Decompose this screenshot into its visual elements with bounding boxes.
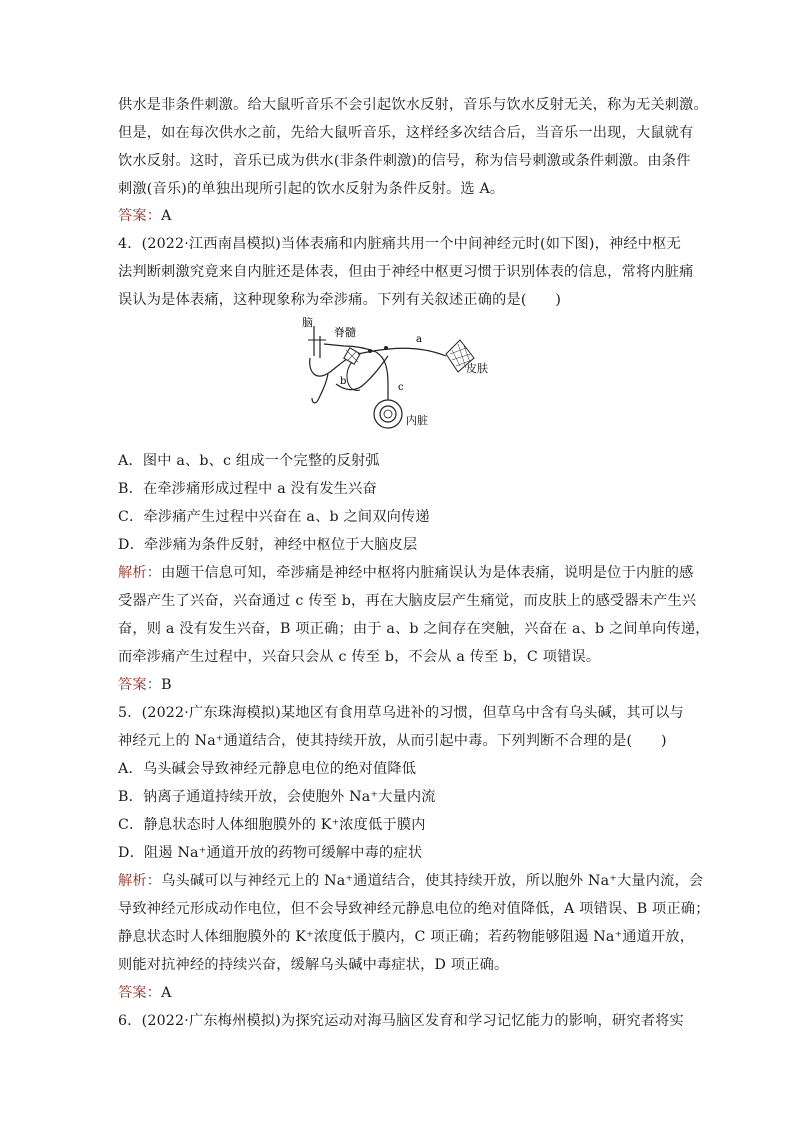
reflex-arc-figure — [296, 314, 506, 434]
q4-option: B．在牵涉痛形成过程中 a 没有发生兴奋 — [118, 481, 377, 497]
q4-analysis-line: 而牵涉痛产生过程中，兴奋只会从 c 传至 b，不会从 a 传至 b，C 项错误。 — [118, 649, 601, 665]
label-b: b — [340, 376, 347, 387]
label-a: a — [416, 334, 422, 345]
q5-analysis-line: 则能对抗神经的持续兴奋，缓解乌头碱中毒症状，D 项正确。 — [118, 957, 509, 973]
q3-answer-line — [118, 206, 688, 226]
q5-analysis-line: 静息状态时人体细胞膜外的 K⁺浓度低于膜内，C 项正确；若药物能够阻遏 Na⁺通道开放， — [118, 929, 695, 945]
label-viscera: 内脏 — [406, 414, 428, 427]
q5-stem-line: 5．(2022·广东珠海模拟)某地区有食用草乌进补的习惯，但草乌中含有乌头碱，其可以与 — [118, 705, 684, 721]
q6-stem-line: 6．(2022·广东梅州模拟)为探究运动对海马脑区发育和学习记忆能力的影响，研究者将实 — [118, 1013, 684, 1029]
answer-label: 答案： — [118, 985, 162, 1001]
q5-analysis-line: 导致神经元形成动作电位，但不会导致神经元静息电位的绝对值降低，A 项错误、B 项正确； — [118, 901, 710, 917]
q5-option: D．阻遏 Na⁺通道开放的药物可缓解中毒的症状 — [118, 845, 423, 861]
analysis-text: 乌头碱可以与神经元上的 Na⁺通道结合，使其持续开放，所以胞外 Na⁺大量内流，会 — [161, 873, 704, 889]
paragraph-line: 刺激(音乐)的单独出现所引起的饮水反射为条件反射。选 A。 — [118, 181, 505, 197]
q4-answer-line — [118, 675, 688, 695]
answer-label: 答案： — [118, 208, 162, 224]
q4-option: C．牵涉痛产生过程中兴奋在 a、b 之间双向传递 — [118, 509, 430, 525]
q5-option: B．钠离子通道持续开放，会使胞外 Na⁺大量内流 — [118, 789, 436, 805]
q4-stem-line: 4．(2022·江西南昌模拟)当体表痛和内脏痛共用一个中间神经元时(如下图)，神经中枢无 — [118, 236, 681, 252]
label-brain: 脑 — [302, 316, 313, 329]
paragraph-line: 饮水反射。这时，音乐已成为供水(非条件刺激)的信号，称为信号刺激或条件刺激。由条件 — [118, 153, 691, 169]
paragraph-line: 但是，如在每次供水之前，先给大鼠听音乐，这样经多次结合后，当音乐一出现，大鼠就有 — [118, 125, 694, 141]
q4-option: D．牵涉痛为条件反射，神经中枢位于大脑皮层 — [118, 537, 418, 553]
q4-option: A．图中 a、b、c 组成一个完整的反射弧 — [118, 453, 380, 469]
answer-value: B — [161, 677, 172, 693]
label-c: c — [398, 382, 404, 393]
analysis-text: 由题干信息可知，牵涉痛是神经中枢将内脏痛误认为是体表痛，说明是位于内脏的感 — [161, 565, 694, 581]
q5-stem-line: 神经元上的 Na⁺通道结合，使其持续开放，从而引起中毒。下列判断不合理的是( ) — [118, 733, 667, 749]
analysis-label: 解析： — [118, 565, 162, 581]
q4-analysis-line: 奋，则 a 没有发生兴奋，B 项正确；由于 a、b 之间存在突触，兴奋在 a、b 之间单向传递， — [118, 621, 710, 637]
q5-answer-line — [118, 983, 688, 1003]
answer-label: 答案： — [118, 677, 162, 693]
paragraph-line: 供水是非条件刺激。给大鼠听音乐不会引起饮水反射，音乐与饮水反射无关，称为无关刺激。 — [118, 97, 708, 113]
q5-option: C．静息状态时人体细胞膜外的 K⁺浓度低于膜内 — [118, 817, 426, 833]
q5-option: A．乌头碱会导致神经元静息电位的绝对值降低 — [118, 761, 417, 777]
q4-analysis-line: 受器产生了兴奋，兴奋通过 c 传至 b，再在大脑皮层产生痛觉，而皮肤上的感受器未产生兴 — [118, 593, 697, 609]
q4-analysis-line — [118, 563, 694, 583]
q4-stem-line: 法判断刺激究竟来自内脏还是体表，但由于神经中枢更习惯于识别体表的信息，常将内脏痛 — [118, 264, 694, 280]
analysis-label: 解析： — [118, 873, 162, 889]
answer-value: A — [161, 208, 172, 224]
q4-stem-line: 误认为是体表痛，这种现象称为牵涉痛。下列有关叙述正确的是( ) — [118, 292, 562, 308]
label-spine: 脊髓 — [334, 326, 356, 339]
q5-analysis-line — [118, 871, 704, 891]
answer-value: A — [161, 985, 172, 1001]
label-skin: 皮肤 — [466, 362, 488, 375]
